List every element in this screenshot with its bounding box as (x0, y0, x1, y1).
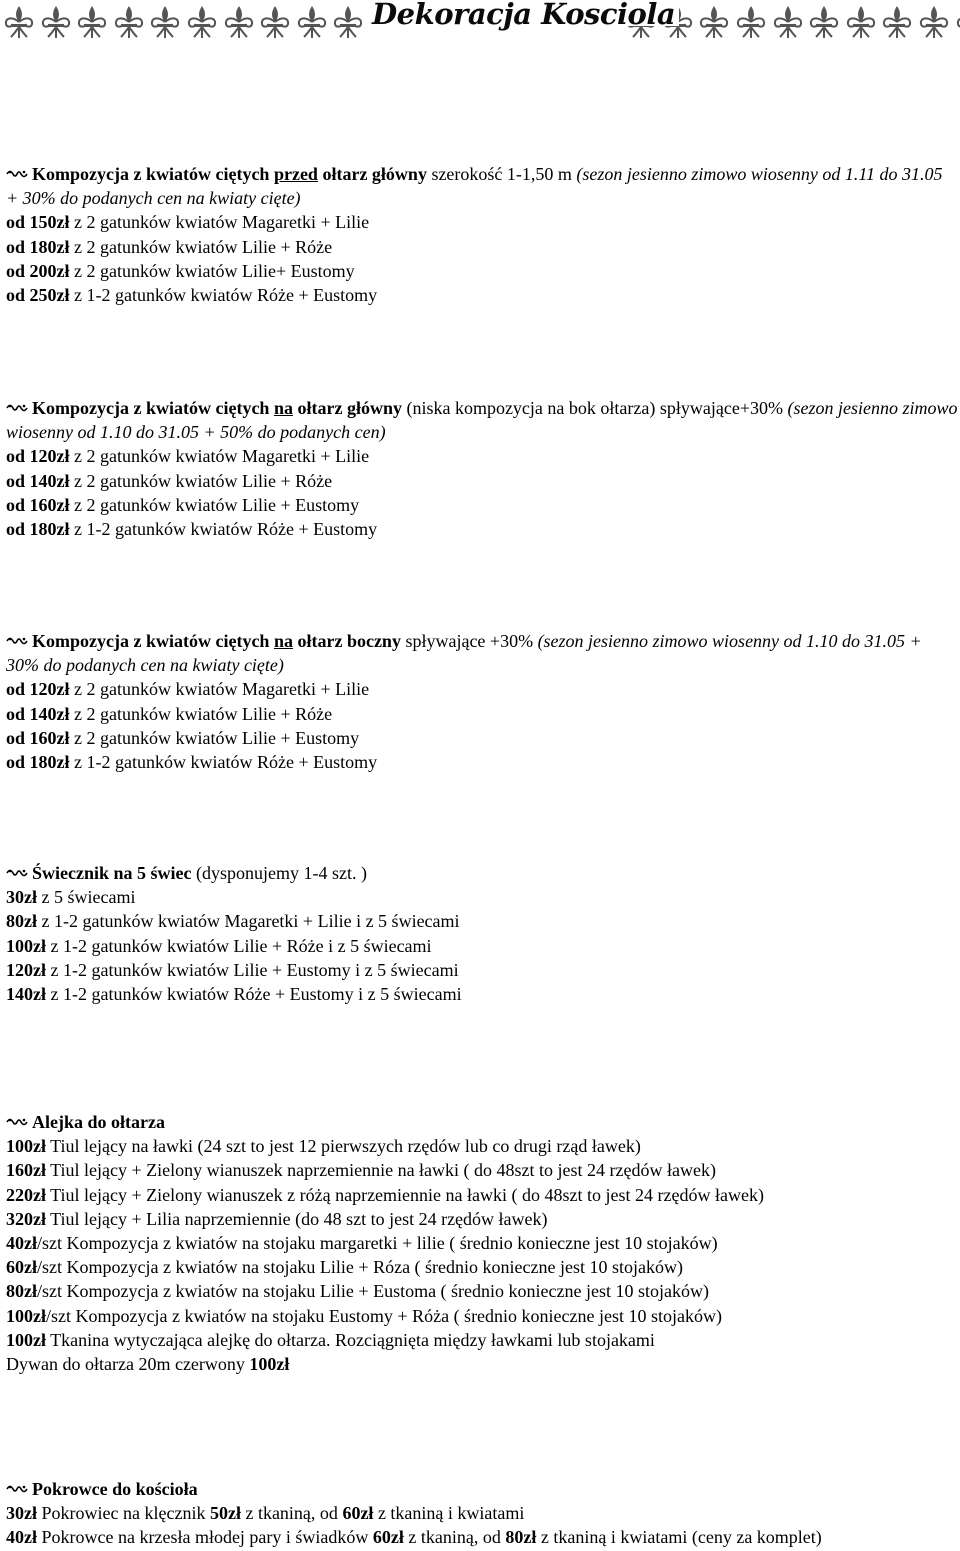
price-line: 160zł Tiul lejący + Zielony wianuszek naprzemiennie na ławki ( do 48szt to jest 24 rzędów ławek) (6, 1160, 716, 1181)
ornament-bullet-icon (6, 1115, 28, 1129)
price-line: 100zł/szt Kompozycja z kwiatów na stojaku Eustomy + Róża ( średnio konieczne jest 10 stojaków) (6, 1305, 722, 1326)
fleur-de-lis-ornament-icon (39, 4, 73, 40)
price-line: od 150zł z 2 gatunków kwiatów Magaretki + Lilie (6, 212, 370, 233)
price-line: od 180zł z 1-2 gatunków kwiatów Róże + Eustomy (6, 518, 378, 539)
fleur-de-lis-ornament-icon (75, 4, 109, 40)
price-line: od 140zł z 2 gatunków kwiatów Lilie + Róże (6, 470, 333, 491)
ornament-bullet-icon (6, 634, 28, 648)
fleur-de-lis-ornament-icon (771, 4, 805, 40)
fleur-de-lis-ornament-icon (185, 4, 219, 40)
price-line: od 250zł z 1-2 gatunków kwiatów Róże + Eustomy (6, 284, 378, 305)
ornament-bullet-icon (6, 1482, 28, 1496)
section-altar-before (6, 162, 958, 307)
price-line: 320zł Tiul lejący + Lilia naprzemiennie (do 48 szt to jest 24 rzędów ławek) (6, 1208, 548, 1229)
site-title: Dekoracja Kosciola (368, 2, 679, 26)
fleur-de-lis-ornament-icon (734, 4, 768, 40)
price-line: 100zł z 1-2 gatunków kwiatów Lilie + Róże i z 5 świecami (6, 935, 432, 956)
fleur-de-lis-ornament-icon (258, 4, 292, 40)
price-line: 40zł Pokrowce na krzesła młodej pary i świadków 60zł z tkaniną, od 80zł z tkaniną i kwiatami (ceny za komplet) (6, 1527, 822, 1548)
price-line: 140zł z 1-2 gatunków kwiatów Róże + Eustomy i z 5 świecami (6, 983, 462, 1004)
price-line: 60zł/szt Kompozycja z kwiatów na stojaku Lilie + Róza ( średnio konieczne jest 10 stojaków) (6, 1257, 683, 1278)
price-line: 120zł z 1-2 gatunków kwiatów Lilie + Eustomy i z 5 świecami (6, 959, 459, 980)
price-line: od 140zł z 2 gatunków kwiatów Lilie + Róże (6, 703, 333, 724)
section-heading: Świecznik na 5 świec (dysponujemy 1-4 szt. ) (6, 861, 958, 885)
price-line: 40zł/szt Kompozycja z kwiatów na stojaku margaretki + lilie ( średnio konieczne jest 10 stojaków) (6, 1232, 718, 1253)
fleur-de-lis-ornament-icon (880, 4, 914, 40)
price-line: od 200zł z 2 gatunków kwiatów Lilie+ Eustomy (6, 260, 355, 281)
price-line: 30zł z 5 świecami (6, 887, 136, 908)
fleur-de-lis-ornament-icon (2, 4, 36, 40)
section-heading: Kompozycja z kwiatów ciętych na ołtarz boczny spływające +30% (sezon jesienno zimowo wiosenny od 1.10 do 31.05 + 30% do podanych cen na kwiaty cięte) (6, 631, 922, 676)
section-candlestick (6, 861, 958, 1006)
price-line: 80zł z 1-2 gatunków kwiatów Magaretki + Lilie i z 5 świecami (6, 911, 460, 932)
price-line: od 160zł z 2 gatunków kwiatów Lilie + Eustomy (6, 494, 360, 515)
price-line: od 160zł z 2 gatunków kwiatów Lilie + Eustomy (6, 727, 360, 748)
price-line: 30zł Pokrowiec na klęcznik 50zł z tkaniną, od 60zł z tkaniną i kwiatami (6, 1503, 525, 1524)
fleur-de-lis-ornament-icon (112, 4, 146, 40)
price-line: od 180zł z 1-2 gatunków kwiatów Róże + Eustomy (6, 751, 378, 772)
price-line: Dywan do ołtarza 20m czerwony 100zł (6, 1353, 290, 1374)
fleur-de-lis-ornament-icon (295, 4, 329, 40)
section-side-altar (6, 629, 958, 774)
price-line: 220zł Tiul lejący + Zielony wianuszek z różą naprzemiennie na ławki ( do 48szt to jest 24 rzędów ławek) (6, 1184, 764, 1205)
section-heading: Kompozycja z kwiatów ciętych przed ołtarz główny szerokość 1-1,50 m (sezon jesienno zimowo wiosenny od 1.11 do 31.05 + 30% do podanych cen na kwiaty cięte) (6, 164, 943, 209)
fleur-de-lis-ornament-icon (331, 4, 365, 40)
fleur-de-lis-ornament-icon (807, 4, 841, 40)
section-covers (6, 1477, 958, 1550)
price-line: 100zł Tkanina wytyczająca alejkę do ołtarza. Rozciągnięta między ławkami lub stojakami (6, 1329, 655, 1350)
ornament-bullet-icon (6, 401, 28, 415)
price-line: od 180zł z 2 gatunków kwiatów Lilie + Róże (6, 236, 333, 257)
fleur-de-lis-ornament-icon (148, 4, 182, 40)
fleur-de-lis-ornament-icon (222, 4, 256, 40)
section-heading: Kompozycja z kwiatów ciętych na ołtarz główny (niska kompozycja na bok ołtarza) spływające+30% (sezon jesienno zimowo wiosenny od 1.10 do 31.05 + 50% do podanych cen) (6, 398, 958, 443)
ornament-bullet-icon (6, 866, 28, 880)
section-aisle (6, 1110, 958, 1376)
price-line: od 120zł z 2 gatunków kwiatów Magaretki + Lilie (6, 679, 370, 700)
price-line: 80zł/szt Kompozycja z kwiatów na stojaku Lilie + Eustoma ( średnio konieczne jest 10 stojaków) (6, 1281, 709, 1302)
fleur-de-lis-ornament-icon (844, 4, 878, 40)
fleur-de-lis-ornament-icon (954, 4, 960, 40)
ornament-bullet-icon (6, 167, 28, 181)
header-banner (0, 0, 960, 46)
section-heading: Alejka do ołtarza (6, 1110, 958, 1134)
section-altar-on (6, 396, 958, 541)
price-line: 100zł Tiul lejący na ławki (24 szt to jest 12 pierwszych rzędów lub co drugi rząd ławek) (6, 1136, 641, 1157)
fleur-de-lis-ornament-icon (697, 4, 731, 40)
price-line: od 120zł z 2 gatunków kwiatów Magaretki + Lilie (6, 446, 370, 467)
fleur-de-lis-ornament-icon (917, 4, 951, 40)
section-heading: Pokrowce do kościoła (6, 1477, 958, 1501)
